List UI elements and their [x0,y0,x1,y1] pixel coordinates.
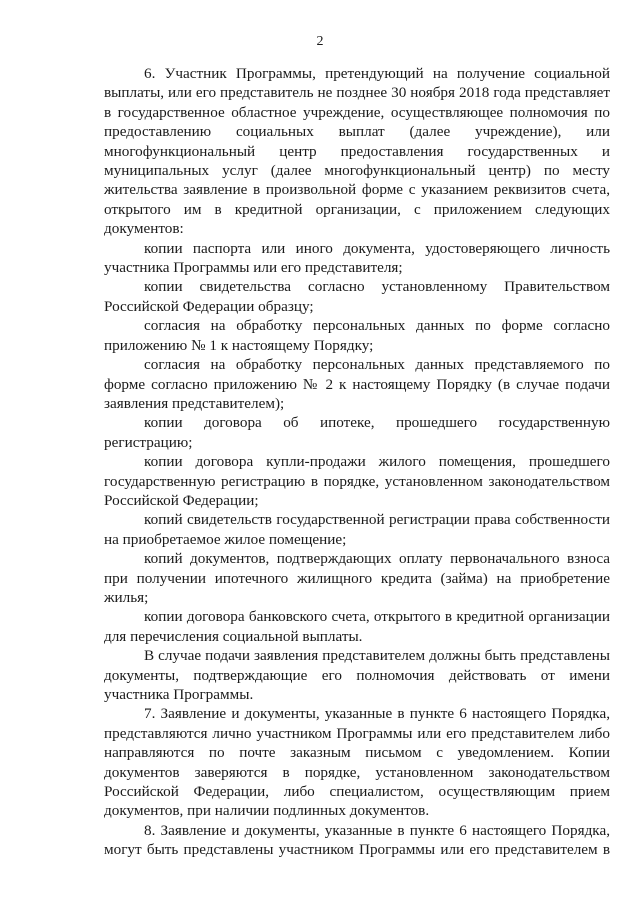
paragraph-8: 8. Заявление и документы, указанные в пункте 6 настоящего Порядка, могут быть представлены участником Программы или его представителем в [104,821,610,859]
list-item-consent-1: согласия на обработку персональных данных по форме согласно приложению № 1 к настоящему Порядку; [104,317,610,354]
list-item-ownership: копий свидетельств государственной регистрации права собственности на приобретаемое жилое помещение; [104,511,610,548]
list-item-consent-2: согласия на обработку персональных данных представляемого по форме согласно приложению № 2 к настоящему Порядку (в случае подачи заявления представителем); [104,356,610,412]
paragraph-representative: В случае подачи заявления представителем должны быть представлены документы, подтверждающие его полномочия действовать от имени участника Программы. [104,647,610,703]
paragraph-7: 7. Заявление и документы, указанные в пункте 6 настоящего Порядка, представляются лично участником Программы или его представителем либо направляются по почте заказным письмом с уведомлением. Копии документов заверяются в порядке, установленном законодательством Российской Федерации, либо специалистом, осуществляющим прием документов, при наличии подлинных документов. [104,705,610,820]
list-item-payment-docs: копий документов, подтверждающих оплату первоначального взноса при получении ипотечного жилищного кредита (займа) на приобретение жилья; [104,550,610,606]
list-item-passport: копии паспорта или иного документа, удостоверяющего личность участника Программы или его представителя; [104,239,610,277]
paragraph-6: 6. Участник Программы, претендующий на получение социальной выплаты, или его представитель не позднее 30 ноября 2018 года представляет в государственное областное учреждение, осуществляющее полномочия по предоставлению социальных выплат (далее учреждение), или многофункциональный центр предоставления государственных и муниципальных услуг (далее многофункциональный центр) по месту жительства заявление в произвольной форме с указанием реквизитов счета, открытого им в кредитной организации, с приложением следующих документов: [104,65,610,238]
document-body [104,64,610,860]
list-item-mortgage: копии договора об ипотеке, прошедшего государственную регистрацию; [104,414,610,451]
list-item-certificate: копии свидетельства согласно установленному Правительством Российской Федерации образцу; [104,278,610,315]
list-item-purchase-contract: копии договора купли-продажи жилого помещения, прошедшего государственную регистрацию в порядке, установленном законодательством Российской Федерации; [104,453,610,509]
page-number: 2 [316,34,324,49]
list-item-bank-account: копии договора банковского счета, открытого в кредитной организации для перечисления социальной выплаты. [104,608,610,645]
